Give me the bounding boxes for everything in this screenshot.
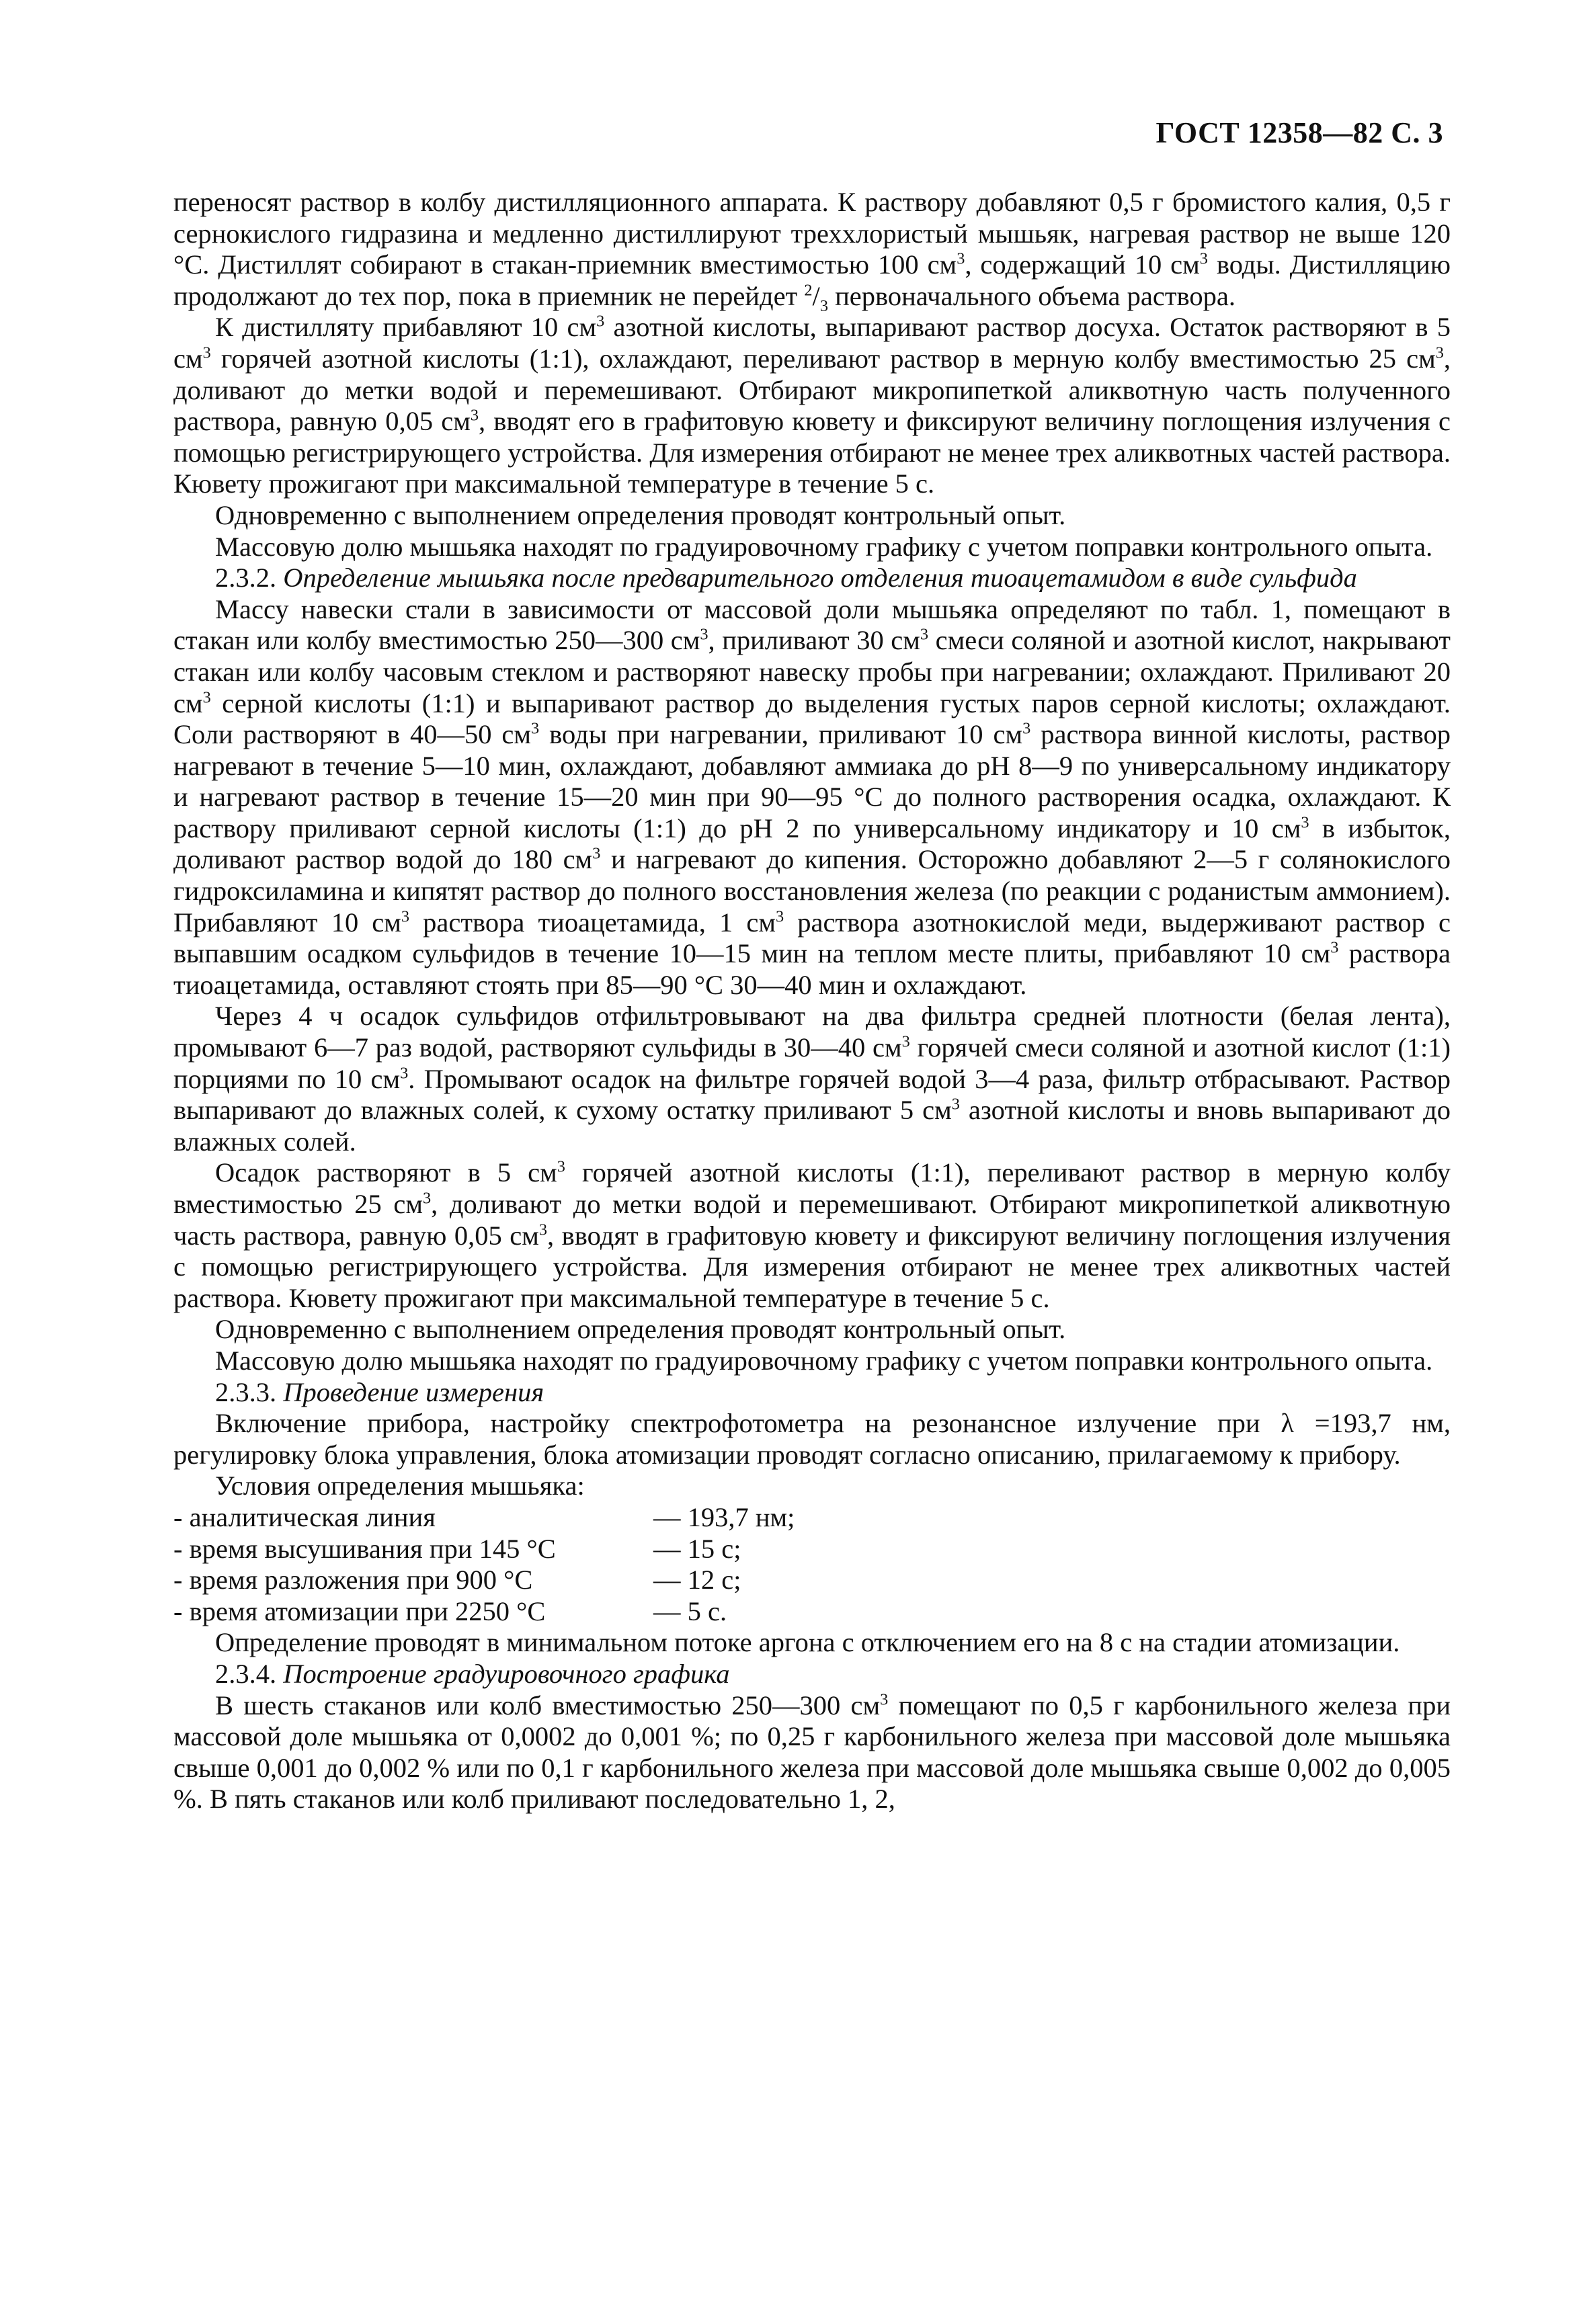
paragraph-p8: Осадок растворяют в 5 $см^3$ горячей азотной кислоты (1:1), переливают раствор в мерную колбу вместимостью 25 $см^3$, доливают до метки водой и перемешивают. Отбирают микропипеткой аликвотную часть раствора, равную 0,05 $см^3$, вводят в графитовую кювету и фиксируют величину поглощения излучения с помощью регистрирующего устройства. Для измерения отбирают не менее трех аликвотных частей раствора. Кювету прожигают при максимальной температуре в течение 5 с. — [173, 1157, 1451, 1313]
paragraph-p15: 2.3.4. Построение градуировочного графика — [215, 1658, 730, 1689]
condition-value: — 193,7 нм; — [653, 1501, 795, 1532]
page-header: ГОСТ 12358—82 С. 3 — [1156, 116, 1443, 149]
paragraph-p16: В шесть стаканов или колб вместимостью 250—300 $см^3$ помещают по 0,5 г карбонильного железа при массовой доле мышьяка от 0,0002 до 0,001 %; по 0,25 г карбонильного железа при массовой доле мышьяка свыше 0,001 до 0,002 % или по 0,1 г карбонильного железа при массовой доле мышьяка свыше 0,002 до 0,005 %. В пять стаканов или колб приливают последовательно 1, 2, — [173, 1690, 1451, 1815]
condition-label: - время высушивания при 145 °С — [173, 1533, 556, 1564]
paragraph-p6: Массу навески стали в зависимости от массовой доли мышьяка определяют по табл. 1, помещают в стакан или колбу вместимостью 250—300 $см^3$, приливают 30 $см^3$ смеси соляной и азотной кислот, накрывают стакан или колбу часовым стеклом и растворяют навеску пробы при нагревании; охлаждают. Приливают 20 $см^3$ серной кислоты (1:1) и выпаривают раствор до выделения густых паров серной кислоты; охлаждают. Соли растворяют в 40—50 $см^3$ воды при нагревании, приливают 10 $см^3$ раствора винной кислоты, раствор нагревают в течение 5—10 мин, охлаждают, добавляют аммиака до pH 8—9 по универсальному индикатору и нагревают раствор в течение 15—20 мин при 90—95 °С до полного растворения осадка, охлаждают. К раствору приливают серной кислоты (1:1) до pH 2 по универсальному индикатору и 10 $см^3$ в избыток, доливают раствор водой до 180 $см^3$ и нагревают до кипения. Осторожно добавляют 2—5 г солянокислого гидроксиламина и кипятят раствор до полного восстановления железа (по реакции с роданистым аммонием). Прибавляют 10 $см^3$ раствора тиоацетамида, 1 $см^3$ раствора азотнокислой меди, выдерживают раствор с выпавшим осадком сульфидов в течение 10—15 мин на теплом месте плиты, прибавляют 10 $см^3$ раствора тиоацетамида, оставляют стоять при 85—90 °С 30—40 мин и охлаждают. — [173, 593, 1451, 1000]
paragraph-p5: 2.3.2. Определение мышьяка после предварительного отделения тиоацетамидом в виде сульфида — [215, 563, 1357, 593]
condition-value: — 5 с. — [653, 1595, 727, 1626]
paragraph-p1: переносят раствор в колбу дистилляционного аппарата. К раствору добавляют 0,5 г бромистого калия, 0,5 г сернокислого гидразина и медленно дистиллируют треххлористый мышьяк, нагревая раствор не выше 120 °С. Дистиллят собирают в стакан-приемник вместимостью 100 $см^3$, содержащий 10 $см^3$ воды. Дистилляцию продолжают до тех пор, пока в приемник не перейдет $^2/_3$ первоначального объема раствора. — [173, 187, 1451, 315]
conditions-list — [173, 1502, 1451, 1627]
paragraphs-after — [173, 1627, 1451, 1815]
paragraph-p4: Массовую долю мышьяка находят по градуировочному графику с учетом поправки контрольного опыта. — [215, 531, 1433, 562]
paragraphs-before — [173, 187, 1451, 1502]
paragraph-p3: Одновременно с выполнением определения проводят контрольный опыт. — [215, 499, 1066, 530]
paragraph-p7: Через 4 ч осадок сульфидов отфильтровывают на два фильтра средней плотности (белая лента), промывают 6—7 раз водой, растворяют сульфиды в 30—40 $см^3$ горячей смеси соляной и азотной кислот (1:1) порциями по 10 $см^3$. Промывают осадок на фильтре горячей водой 3—4 раза, фильтр отбрасывают. Раствор выпаривают до влажных солей, к сухому остатку приливают 5 $см^3$ азотной кислоты и вновь выпаривают до влажных солей. — [173, 1001, 1451, 1157]
condition-item — [173, 1502, 1451, 1534]
paragraph-p12: Включение прибора, настройку спектрофотометра на резонансное излучение при λ =193,7 нм, регулировку блока управления, блока атомизации проводят согласно описанию, прилагаемому к прибору. — [173, 1408, 1451, 1470]
condition-label: - аналитическая линия — [173, 1501, 436, 1532]
paragraph-p2: К дистилляту прибавляют 10 $см^3$ азотной кислоты, выпаривают раствор досуха. Остаток растворяют в 5 $см^3$ горячей азотной кислоты (1:1), охлаждают, переливают раствор в мерную колбу вместимостью 25 $см^3$, доливают до метки водой и перемешивают. Отбирают микропипеткой аликвотную часть полученного раствора, равную 0,05 $см^3$, вводят его в графитовую кювету и фиксируют величину поглощения излучения с помощью регистрирующего устройства. Для измерения отбирают не менее трех аликвотных частей раствора. Кювету прожигают при максимальной температуре в течение 5 с. — [173, 312, 1451, 499]
condition-value: — 15 с; — [653, 1533, 741, 1564]
paragraph-p9: Одновременно с выполнением определения проводят контрольный опыт. — [215, 1314, 1066, 1345]
condition-item — [173, 1565, 1451, 1596]
condition-value: — 12 с; — [653, 1565, 741, 1595]
paragraph-p10: Массовую долю мышьяка находят по градуировочному графику с учетом поправки контрольного опыта. — [215, 1345, 1433, 1376]
condition-label: - время разложения при 900 °С — [173, 1565, 533, 1595]
condition-label: - время атомизации при 2250 °С — [173, 1595, 546, 1626]
document-body — [173, 187, 1451, 1815]
paragraph-p13: Условия определения мышьяка: — [215, 1470, 585, 1501]
condition-item — [173, 1534, 1451, 1565]
paragraph-p11: 2.3.3. Проведение измерения — [215, 1376, 544, 1407]
condition-item — [173, 1596, 1451, 1628]
paragraph-p14: Определение проводят в минимальном потоке аргона с отключением его на 8 с на стадии атомизации. — [215, 1627, 1400, 1658]
